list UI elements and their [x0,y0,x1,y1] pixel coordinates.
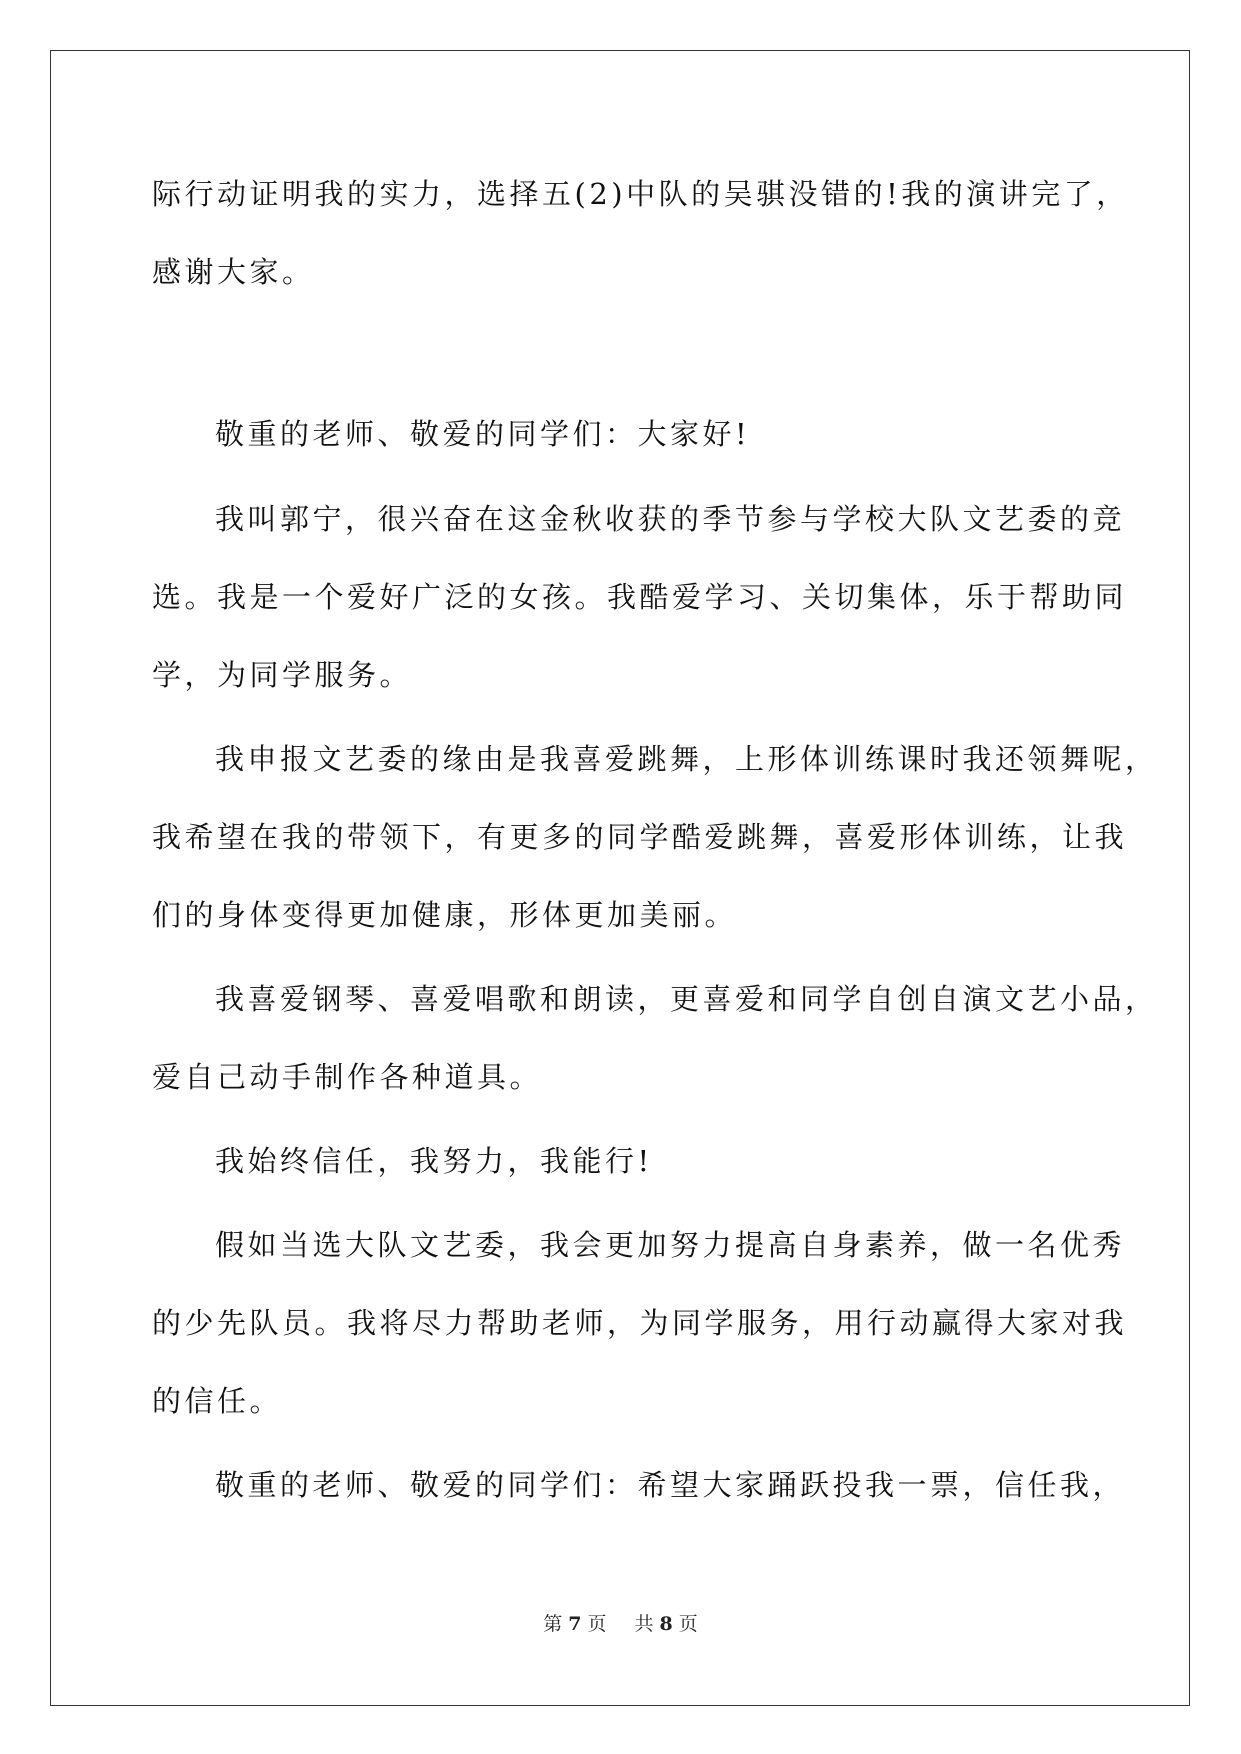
text-line: 我喜爱钢琴、喜爱唱歌和朗读，更喜爱和同学自创自演文艺小品， [215,982,1158,1016]
text-line: 感谢大家。 [152,255,315,289]
text-line: 我希望在我的带领下，有更多的同学酷爱跳舞，喜爱形体训练，让我 [152,820,1128,854]
text-line: 我始终信任，我努力，我能行! [215,1144,653,1178]
text-line: 的少先队员。我将尽力帮助老师，为同学服务，用行动赢得大家对我 [152,1306,1128,1340]
text-line: 我申报文艺委的缘由是我喜爱跳舞，上形体训练课时我还领舞呢， [215,742,1158,776]
footer-total-unit: 页 [678,1613,698,1635]
greeting-line: 敬重的老师、敬爱的同学们：大家好! [215,417,751,451]
text-line: 敬重的老师、敬爱的同学们：希望大家踊跃投我一票，信任我， [215,1468,1126,1502]
footer-page-number: 7 [568,1613,582,1635]
text-line: 学，为同学服务。 [152,658,413,692]
footer-page-unit: 页 [587,1613,607,1635]
text-line: 假如当选大队文艺委，我会更加努力提高自身素养，做一名优秀 [215,1228,1126,1262]
text-line: 们的身体变得更加健康，形体更加美丽。 [152,898,738,932]
footer-total-prefix: 共 [634,1613,654,1635]
page-border [50,50,1190,1706]
text-line: 我叫郭宁，很兴奋在这金秋收获的季节参与学校大队文艺委的竞 [215,502,1126,536]
text-line: 爱自己动手制作各种道具。 [152,1060,543,1094]
text-line: 的信任。 [152,1384,283,1418]
footer-total-pages: 8 [659,1613,673,1635]
text-line: 际行动证明我的实力，选择五(2)中队的吴骐没错的!我的演讲完了， [152,177,1129,211]
page-footer [0,1612,1241,1636]
footer-page-prefix: 第 [543,1613,563,1635]
text-line: 选。我是一个爱好广泛的女孩。我酷爱学习、关切集体，乐于帮助同 [152,580,1128,614]
